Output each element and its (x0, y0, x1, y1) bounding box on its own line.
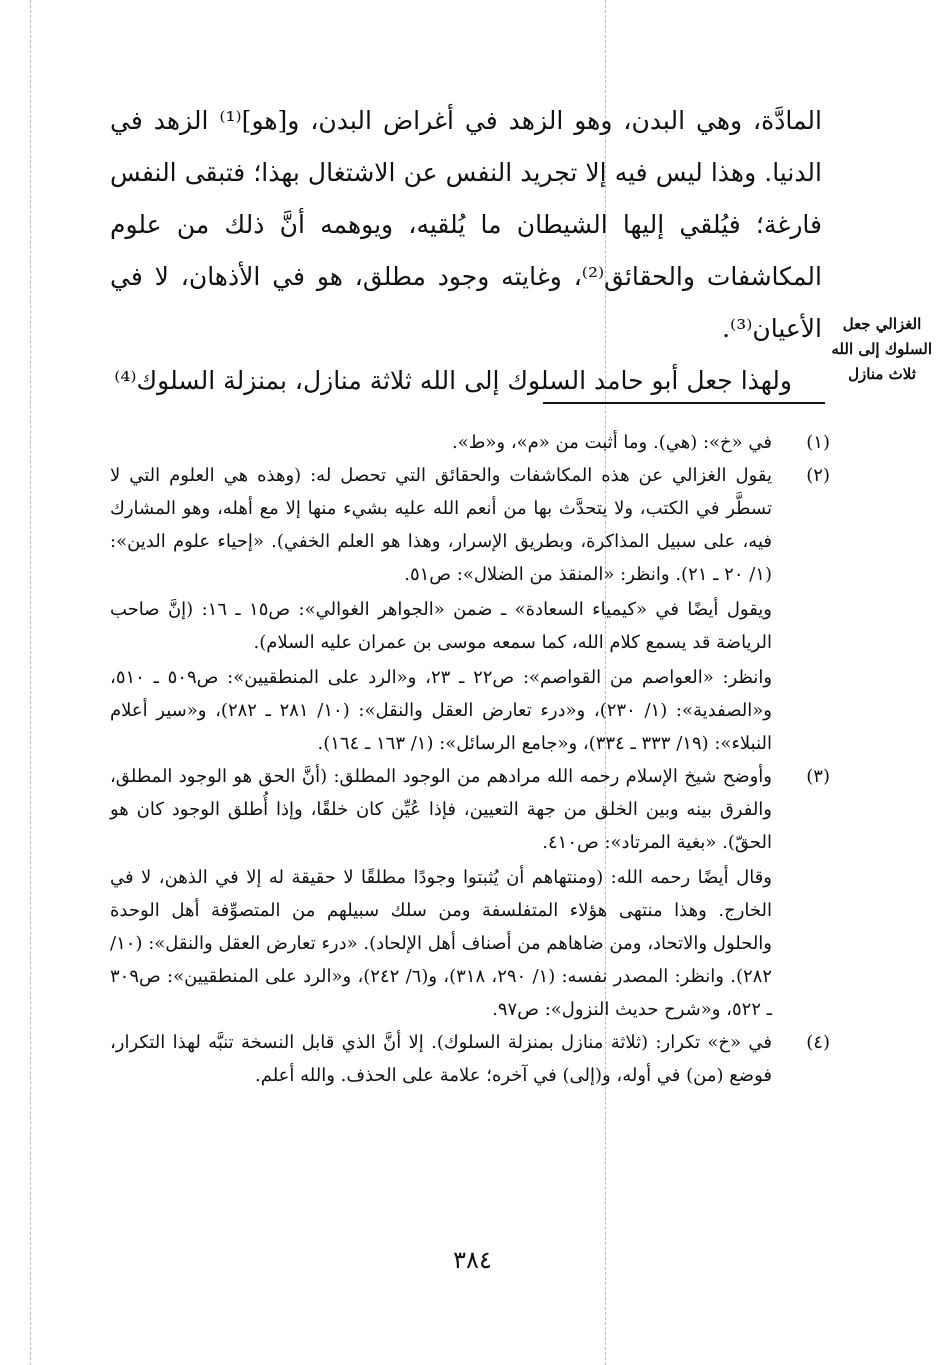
footnote-text: وأوضح شيخ الإسلام رحمه الله مرادهم من الوجود المطلق: (أنَّ الحق هو الوجود المطلق، والفرق بينه وبين الخلق من جهة التعيين، فإذا عُيِّن كان خلقًا، وإذا أُطلق الوجود كان هو الحقّ). «بغية المرتاد»: ص٤١٠. (110, 766, 772, 853)
margin-note (832, 312, 932, 387)
footnote (110, 1026, 830, 1092)
footnote-body (110, 760, 772, 1026)
footnote-divider (543, 402, 825, 404)
footnote-text: وقال أيضًا رحمه الله: (ومنتهاهم أن يُثبتوا وجودًا مطلقًا لا حقيقة له إلا في الذهن، لا في الخارج. وهذا منتهى هؤلاء المتفلسفة ومن سلك سبيلهم من المتصوِّفة أهل الوحدة والحلول والاتحاد، ومن ضاهاهم من أصناف أهل الإلحاد). «درء تعارض العقل والنقل»: (١٠/ ٢٨٢). وانظر: المصدر نفسه: (١/ ٢٩٠، ٣١٨)، و(٦/ ٢٤٢)، و«الرد على المنطقيين»: ص٣٠٩ ـ ٥٢٢، و«شرح حديث النزول»: ص٩٧. (110, 867, 772, 1020)
footnote (110, 426, 830, 459)
margin-note-line: الغزالي جعل (842, 315, 922, 333)
margin-note-line: السلوك إلى الله (831, 340, 932, 358)
margin-note-line: ثلاث منازل (848, 365, 916, 383)
footnote-number: (٤) (806, 1032, 830, 1053)
footnote-text: في «خ»: (هي). وما أثبت من «م»، و«ط». (452, 432, 772, 453)
footnote-text: وانظر: «العواصم من القواصم»: ص٢٢ ـ ٢٣، و«الرد على المنطقيين»: ص٥٠٩ ـ ٥١٠، و«الصفدية»: (١/ ٢٣٠)، و«درء تعارض العقل والنقل»: (١٠/ ٢٨١ ـ ٢٨٢)، و«سير أعلام النبلاء»: (١٩/ ٣٣٣ ـ ٣٣٤)، و«جامع الرسائل»: (١/ ١٦٣ ـ ١٦٤). (110, 667, 773, 754)
footnote-text: في «خ» تكرار: (ثلاثة منازل بمنزلة السلوك). إلا أنَّ الذي قابل النسخة تنبَّه لهذا التكرار، فوضع (من) في أوله، و(إلى) في آخره؛ علامة على الحذف. والله أعلم. (110, 1032, 772, 1086)
footnote-body (110, 459, 772, 760)
page-number: ٣٨٤ (453, 1246, 492, 1274)
footnotes (110, 426, 830, 1092)
main-paragraph: المادَّة، وهي البدن، وهو الزهد في أغراض البدن، و[هو]⁽¹⁾ الزهد في الدنيا. وهذا ليس فيه إلا تجريد النفس عن الاشتغال بهذا؛ فتبقى النفس فارغة؛ فيُلقي إليها الشيطان ما يُلقيه، ويوهمه أنَّ ذلك من علوم المكاشفات والحقائق⁽²⁾، وغايته وجود مطلق، هو في الأذهان، لا في الأعيان⁽³⁾. (110, 106, 822, 343)
footnote-body (110, 426, 772, 459)
footnote (110, 760, 830, 1026)
footnote-number: (٢) (806, 465, 830, 486)
footnote-body (110, 1026, 772, 1092)
crop-guide-line (30, 0, 31, 1365)
footnote-number: (٣) (806, 766, 830, 787)
main-text (110, 95, 822, 407)
footnote-number: (١) (806, 432, 830, 453)
footnote-text: يقول الغزالي عن هذه المكاشفات والحقائق التي تحصل له: (وهذه هي العلوم التي لا تسطَّر في الكتب، ولا يتحدَّث بها من أنعم الله عليه بشيء منها إلا مع أهله، وهو المشارك فيه، على سبيل المذاكرة، وبطريق الإسرار، وهذا هو العلم الخفي). «إحياء علوم الدين»: (١/ ٢٠ ـ ٢١). وانظر: «المنقذ من الضلال»: ص٥١. (110, 465, 772, 585)
footnote-text: ويقول أيضًا في «كيمياء السعادة» ـ ضمن «الجواهر الغوالي»: ص١٥ ـ ١٦: (إنَّ صاحب الرياضة قد يسمع كلام الله، كما سمعه موسى بن عمران عليه السلام). (110, 599, 773, 653)
footnote (110, 459, 830, 760)
main-paragraph: ولهذا جعل أبو حامد السلوك إلى الله ثلاثة منازل، بمنزلة السلوك⁽⁴⁾ (114, 366, 792, 395)
